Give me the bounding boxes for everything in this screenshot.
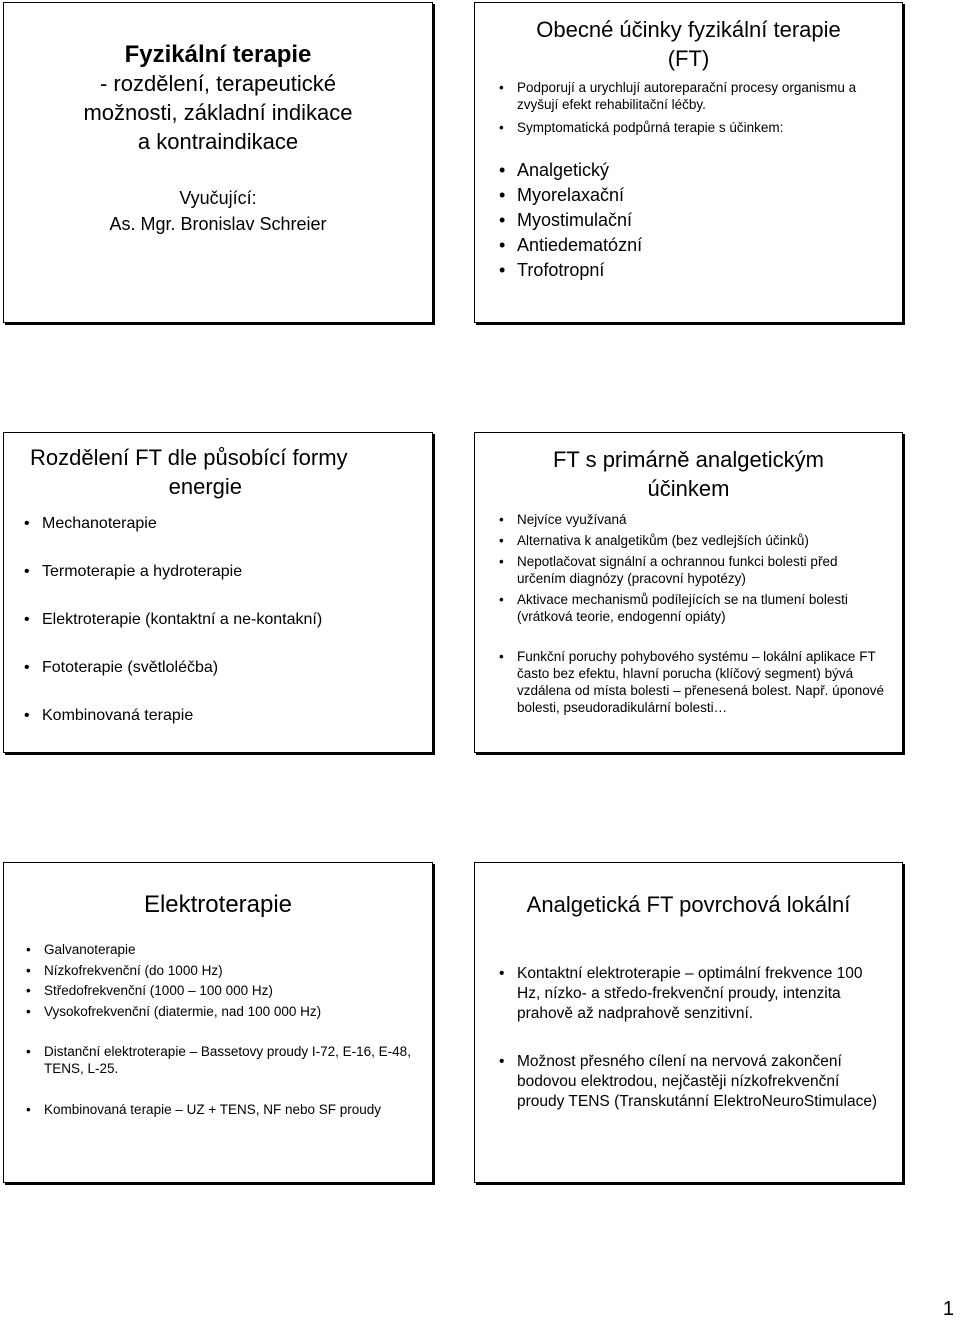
subtitle-line: a kontraindikace — [137, 129, 299, 154]
slide-general-effects — [474, 2, 903, 323]
list-item: • Galvanoterapie — [24, 941, 422, 958]
list-item: • Alternativa k analgetikům (bez vedlejších účinků) — [497, 532, 888, 549]
lecturer-name: As. Mgr. Bronislav Schreier — [109, 214, 327, 234]
bullet-list — [24, 941, 422, 1023]
title-subtitle — [4, 69, 432, 156]
lecturer — [4, 185, 432, 237]
list-item: • Středofrekvenční (1000 – 100 000 Hz) — [24, 982, 422, 999]
bullet-list — [24, 1101, 422, 1118]
heading-line: FT s primárně analgetickým — [552, 447, 824, 472]
heading-line: Obecné účinky fyzikální terapie — [536, 17, 841, 42]
list-item: • Kontaktní elektroterapie – optimální frekvence 100 Hz, nízko- a středo-frekvenční proudy, intenzita prahově až nadprahově senzitivní. — [497, 964, 888, 1024]
page-number: 1 — [942, 1298, 954, 1320]
list-item: • Funkční poruchy pohybového systému – lokální aplikace FT často bez efektu, hlavní porucha (klíčový segment) bývá vzdálena od místa bolesti – přenesená bolest. Např. úponové bolesti, pseudoradikulární bolesti… — [497, 648, 888, 716]
subtitle-line: možnosti, základní indikace — [83, 100, 353, 125]
list-item: • Myostimulační — [497, 209, 882, 231]
list-item: • Distanční elektroterapie – Bassetovy proudy I-72, E-16, E-48, TENS, L-25. — [24, 1043, 422, 1077]
slide-heading — [14, 443, 422, 501]
heading-line: Rozdělení FT dle působící formy — [30, 445, 348, 470]
slide-analgesic-ft — [474, 432, 903, 753]
slide-local-analgesic-ft — [474, 862, 903, 1183]
list-item: • Nejvíce využívaná — [497, 511, 888, 528]
list-item: • Elektroterapie (kontaktní a ne-kontakní) — [22, 610, 422, 630]
list-item: • Vysokofrekvenční (diatermie, nad 100 000 Hz) — [24, 1003, 422, 1020]
effects-list — [497, 159, 882, 284]
slide-heading — [485, 445, 892, 503]
bullet-list — [497, 1052, 888, 1112]
slide-heading — [485, 15, 892, 73]
list-item: • Symptomatická podpůrná terapie s účinkem: — [497, 119, 882, 136]
bullet-list — [497, 964, 888, 1024]
bullet-list — [22, 514, 422, 754]
list-item: • Mechanoterapie — [22, 514, 422, 534]
slide-title — [3, 2, 433, 323]
heading-line: (FT) — [667, 46, 710, 71]
list-item: • Podporují a urychlují autoreparační procesy organismu a zvyšují efekt rehabilitační léčby. — [497, 79, 882, 113]
bullet-list — [24, 1043, 422, 1077]
list-item: • Termoterapie a hydroterapie — [22, 562, 422, 582]
list-item: • Aktivace mechanismů podílejících se na tlumení bolesti (vrátková teorie, endogenní opiáty) — [497, 591, 888, 625]
lecturer-label: Vyučující: — [179, 188, 257, 208]
list-item: • Kombinovaná terapie – UZ + TENS, NF nebo SF proudy — [24, 1101, 422, 1118]
list-item: • Fototerapie (světloléčba) — [22, 658, 422, 678]
slide-energy-forms — [3, 432, 433, 753]
bullet-list — [497, 648, 888, 716]
heading-line: účinkem — [647, 476, 730, 501]
bullet-list — [497, 79, 882, 142]
list-item: • Kombinovaná terapie — [22, 706, 422, 726]
heading-line: energie — [168, 474, 242, 499]
list-item: • Možnost přesného cílení na nervová zakončení bodovou elektrodou, nejčastěji nízkofrekvenční proudy TENS (Transkutánní ElektroNeuroStimulace) — [497, 1052, 888, 1112]
subtitle-line: - rozdělení, terapeutické — [99, 71, 337, 96]
list-item: • Nízkofrekvenční (do 1000 Hz) — [24, 962, 422, 979]
list-item: • Trofotropní — [497, 259, 882, 281]
slide-heading: Analgetická FT povrchová lokální — [526, 892, 851, 917]
slide-heading: Elektroterapie — [143, 891, 293, 918]
list-item: • Nepotlačovat signální a ochrannou funkci bolesti před určením diagnózy (pracovní hypotézy) — [497, 553, 888, 587]
list-item: • Myorelaxační — [497, 184, 882, 206]
list-item: • Antiedematózní — [497, 234, 882, 256]
title-bold: Fyzikální terapie — [124, 41, 312, 68]
bullet-list — [497, 511, 888, 629]
slide-electrotherapy — [3, 862, 433, 1183]
list-item: • Analgetický — [497, 159, 882, 181]
